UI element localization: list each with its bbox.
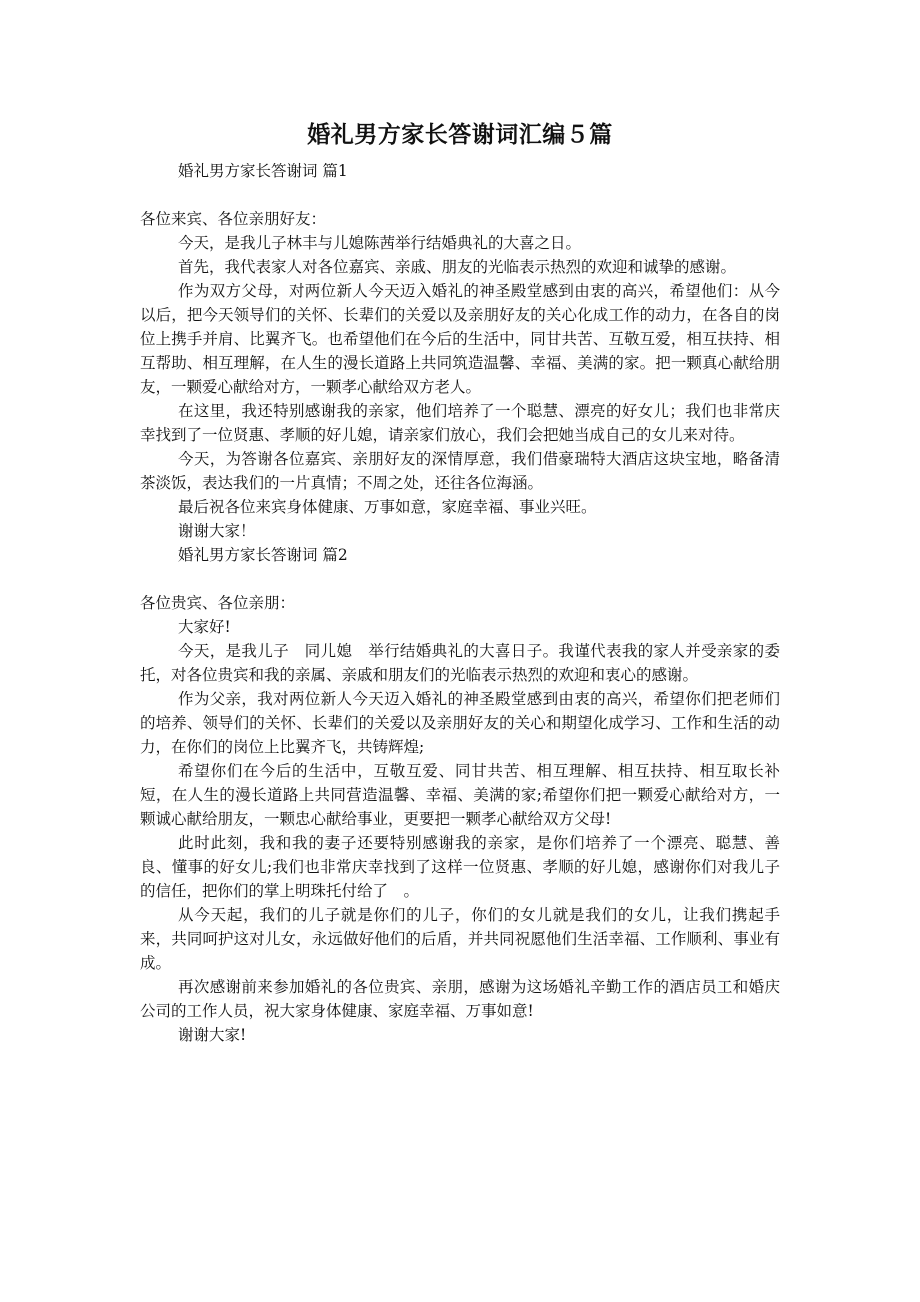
salutation: 各位来宾、各位亲朋好友： [140, 210, 327, 228]
paragraph: 作为父亲，我对两位新人今天迈入婚礼的神圣殿堂感到由衷的高兴，希望你们把老师们的培养、领导们的关怀、长辈们的关爱以及亲朋好友的关心和期望化成学习、工作和生活的动力，在你们的岗位上比翼齐飞，共铸辉煌; [140, 690, 780, 756]
paragraph: 在这里，我还特别感谢我的亲家，他们培养了一个聪慧、漂亮的好女儿；我们也非常庆幸找到了一位贤惠、孝顺的好儿媳，请亲家们放心，我们会把她当成自己的女儿来对待。 [140, 402, 780, 444]
paragraph: 今天，是我儿子 同儿媳 举行结婚典礼的大喜日子。我谨代表我的家人并受亲家的委托，对各位贵宾和我的亲属、亲戚和朋友们的光临表示热烈的欢迎和衷心的感谢。 [140, 642, 780, 684]
document-body [140, 159, 780, 1047]
blank-line [140, 567, 780, 591]
salutation: 各位贵宾、各位亲朋： [140, 594, 296, 612]
section-heading: 婚礼男方家长答谢词 篇1 [178, 162, 348, 180]
paragraph: 大家好! [178, 618, 231, 636]
paragraph: 今天，为答谢各位嘉宾、亲朋好友的深情厚意，我们借豪瑞特大酒店这块宝地，略备清茶淡饭，表达我们的一片真情；不周之处，还往各位海涵。 [140, 450, 780, 492]
blank-line [140, 183, 780, 207]
paragraph: 作为双方父母，对两位新人今天迈入婚礼的神圣殿堂感到由衷的高兴，希望他们：从今以后，把今天领导们的关怀、长辈们的关爱以及亲朋好友的关心化成工作的动力，在各自的岗位上携手并肩、比翼齐飞。也希望他们在今后的生活中，同甘共苦、互敬互爱，相互扶持、相互帮助、相互理解，在人生的漫长道路上共同筑造温馨、幸福、美满的家。把一颗真心献给朋友，一颗爱心献给对方，一颗孝心献给双方老人。 [140, 282, 780, 396]
paragraph: 首先，我代表家人对各位嘉宾、亲戚、朋友的光临表示热烈的欢迎和诚挚的感谢。 [178, 258, 737, 276]
section-heading: 婚礼男方家长答谢词 篇2 [178, 546, 348, 564]
paragraph: 谢谢大家！ [178, 522, 256, 540]
paragraph: 谢谢大家! [178, 1026, 247, 1044]
paragraph: 从今天起，我们的儿子就是你们的儿子，你们的女儿就是我们的女儿，让我们携起手来，共同呵护这对儿女，永远做好他们的后盾，并共同祝愿他们生活幸福、工作顺利、事业有成。 [140, 906, 780, 972]
document-title: 婚礼男方家长答谢词汇编５篇 [307, 121, 613, 148]
paragraph: 最后祝各位来宾身体健康、万事如意，家庭幸福、事业兴旺。 [178, 498, 597, 516]
paragraph: 今天，是我儿子林丰与儿媳陈茜举行结婚典礼的大喜之日。 [178, 234, 582, 252]
paragraph: 再次感谢前来参加婚礼的各位贵宾、亲朋，感谢为这场婚礼辛勤工作的酒店员工和婚庆公司的工作人员，祝大家身体健康、家庭幸福、万事如意! [140, 978, 780, 1020]
paragraph: 希望你们在今后的生活中，互敬互爱、同甘共苦、相互理解、相互扶持、相互取长补短，在人生的漫长道路上共同营造温馨、幸福、美满的家;希望你们把一颗爱心献给对方，一颗诚心献给朋友，一颗忠心献给事业，更要把一颗孝心献给双方父母! [140, 762, 780, 828]
paragraph: 此时此刻，我和我的妻子还要特别感谢我的亲家，是你们培养了一个漂亮、聪慧、善良、懂事的好女儿;我们也非常庆幸找到了这样一位贤惠、孝顺的好儿媳，感谢你们对我儿子的信任，把你们的掌上明珠托付给了 。 [140, 834, 780, 900]
